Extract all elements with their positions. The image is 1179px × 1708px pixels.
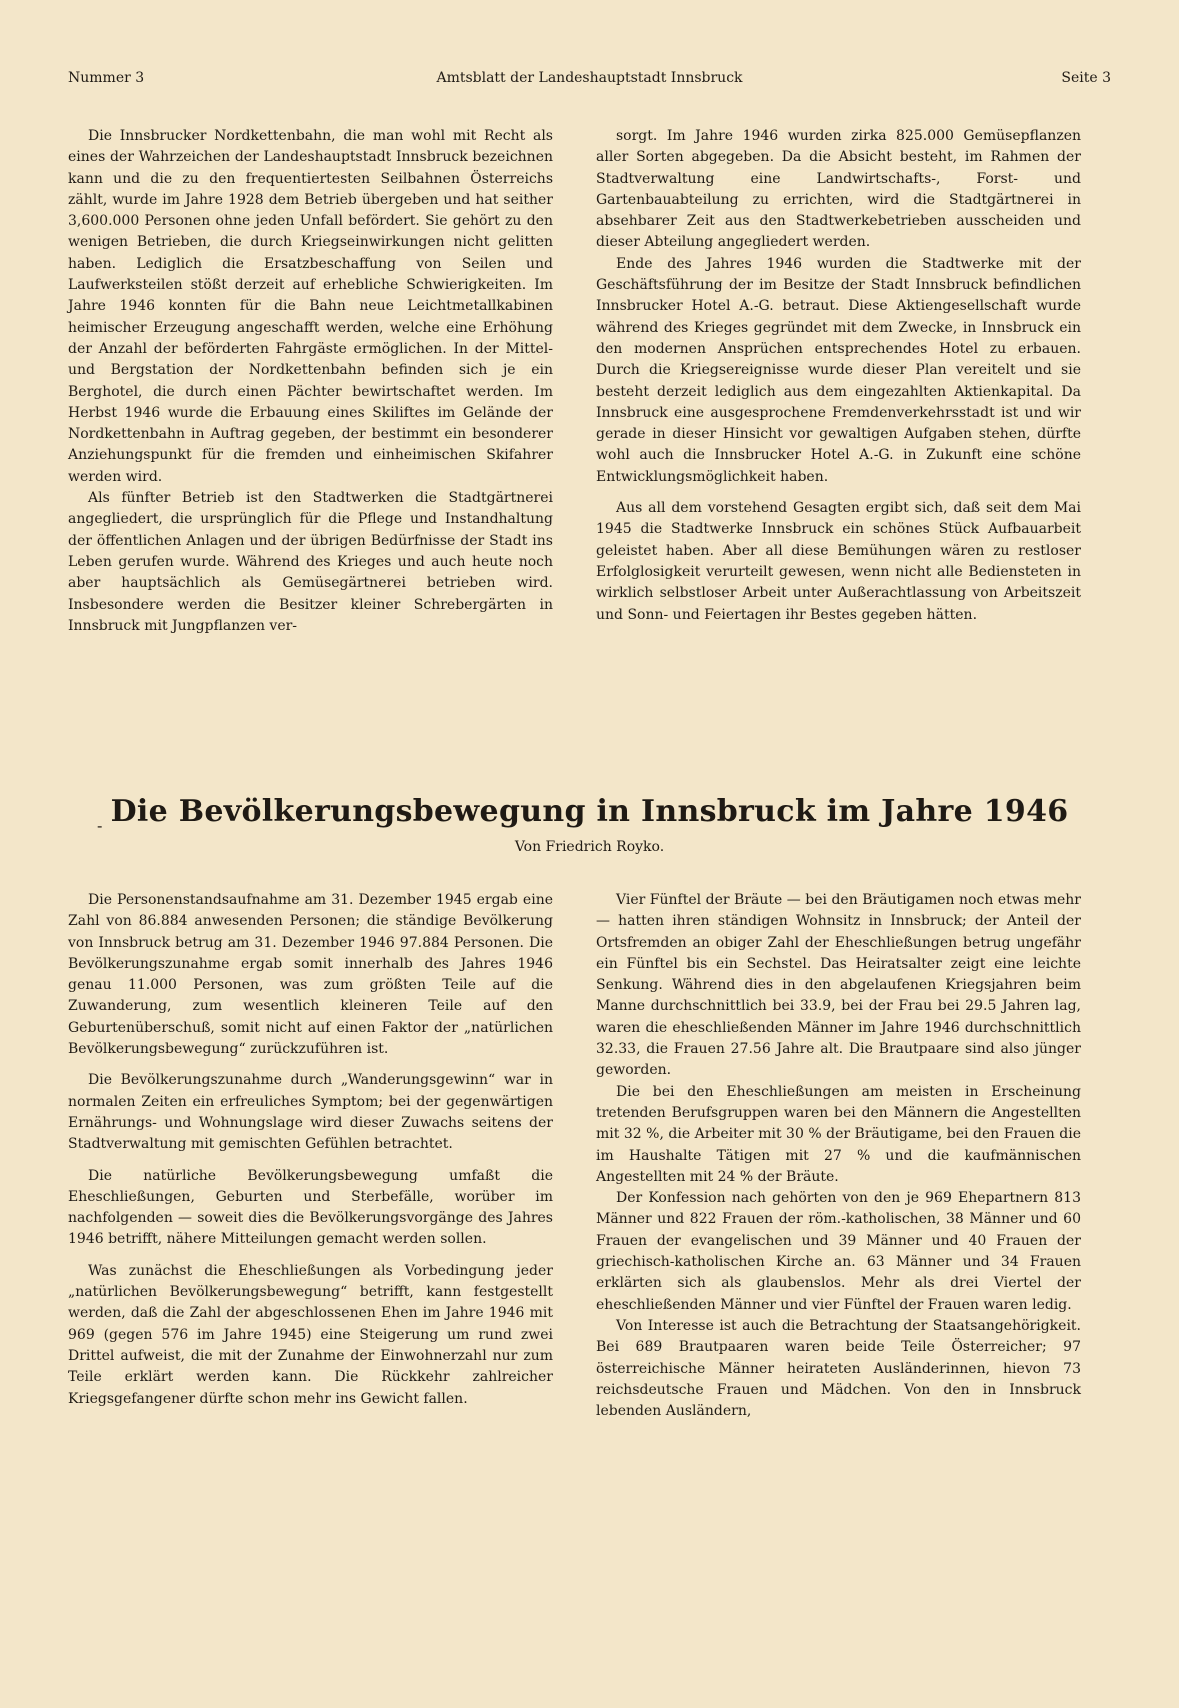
article-byline: Von Friedrich Royko. <box>514 839 665 855</box>
paragraph-berufsgruppen: Die bei den Eheschließungen am meisten in Erscheinung tretenden Berufsgruppen waren bei den Männern die Angestellten mit 32 %, die Arbeiter mit 30 % der Bräutigame, bei den Frauen die im Haushalte Tätigen mit 27 % und die kaufmännischen Angestellten mit 24 % der Bräute. <box>596 1083 1081 1185</box>
top-right-column <box>596 126 1081 626</box>
paragraph-natuerliche-bewegung: Die natürliche Bevölkerungsbewegung umfaßt die Eheschließungen, Geburten und Sterbefälle, worüber im nachfolgenden — soweit dies die Bevölkerungsvorgänge des Jahres 1946 betrifft, nähere Mitteilungen gemacht werden sollen. <box>68 1167 553 1248</box>
page-header <box>68 70 1111 94</box>
title-dash: - <box>97 816 103 835</box>
issue-number: Nummer 3 <box>68 70 145 86</box>
article-title: Die Bevölkerungsbewegung in Innsbruck im Jahre 1946 <box>110 794 1069 829</box>
paragraph-nordkettenbahn: Die Innsbrucker Nordkettenbahn, die man wohl mit Recht als eines der Wahrzeichen der Landeshauptstadt Innsbruck bezeichnen kann und die zu den frequentiertesten Seilbahnen Österreichs zählt, wurde im Jahre 1928 dem Betrieb übergeben und hat seither 3,600.000 Personen ohne jeden Unfall befördert. Sie gehört zu den wenigen Betrieben, die durch Kriegseinwirkungen nicht gelitten haben. Lediglich die Ersatzbeschaffung von Seilen und Laufwerksteilen stößt derzeit auf erhebliche Schwierigkeiten. Im Jahre 1946 konnten für die Bahn neue Leichtmetallkabinen heimischer Erzeugung angeschafft werden, welche eine Erhöhung der Anzahl der beförderten Fahrgäste ermöglichen. In der Mittel- und Bergstation der Nordkettenbahn befinden sich je ein Berghotel, die durch einen Pächter bewirtschaftet werden. Im Herbst 1946 wurde die Erbauung eines Skiliftes im Gelände der Nordkettenbahn in Auftrag gegeben, der bestimmt ein besonderer Anziehungspunkt für die fremden und einheimischen Skifahrer werden wird. <box>68 128 553 485</box>
paragraph-stadtgaertnerei: Als fünfter Betrieb ist den Stadtwerken die Stadtgärtnerei angegliedert, die ursprünglich für die Pflege und Instandhaltung der öffentlichen Anlagen und der übrigen Bedürfnisse der Stadt ins Leben gerufen wurde. Während des Krieges und auch heute noch aber hauptsächlich als Gemüsegärtnerei betrieben wird. Insbesondere werden die Besitzer kleiner Schrebergärten in Innsbruck mit Jungpflanzen ver- <box>68 490 553 634</box>
paragraph-staatsangehoerigkeit: Von Interesse ist auch die Betrachtung der Staatsangehörigkeit. Bei 689 Brautpaaren waren beide Teile Österreicher; 97 österreichische Männer heirateten Ausländerinnen, hievon 73 reichsdeutsche Frauen und Mädchen. Von den in Innsbruck lebenden Ausländern, <box>596 1317 1081 1420</box>
paragraph-conclusion: Aus all dem vorstehend Gesagten ergibt sich, daß seit dem Mai 1945 die Stadtwerke Innsbruck ein schönes Stück Aufbauarbeit geleistet haben. Aber all diese Bemühungen wären zu restloser Erfolglosigkeit verurteilt gewesen, wenn nicht alle Bediensteten in wirklich selbstloser Arbeit unter Außerachtlassung von Arbeitszeit und Sonn- und Feiertagen ihr Bestes gegeben hätten. <box>596 500 1081 623</box>
paragraph-hotel-ag: Ende des Jahres 1946 wurden die Stadtwerke mit der Geschäftsführung der im Besitze der Stadt Innsbruck befindlichen Innsbrucker Hotel A.-G. betraut. Diese Aktiengesellschaft wurde während des Krieges gegründet mit dem Zwecke, in Innsbruck ein den modernen Ansprüchen entsprechendes Hotel zu erbauen. Durch die Kriegsereignisse wurde dieser Plan vereitelt und sie besteht derzeit lediglich aus dem eingezahlten Aktienkapital. Da Innsbruck eine ausgesprochene Fremdenverkehrsstadt ist und wir gerade in dieser Hinsicht vor gewaltigen Aufgaben stehen, dürfte wohl auch die Innsbrucker Hotel A.-G. in Zukunft eine schöne Entwicklungsmöglichkeit haben. <box>596 255 1081 485</box>
bottom-right-column <box>596 890 1081 1422</box>
paragraph-wanderungsgewinn: Die Bevölkerungszunahme durch „Wanderungsgewinn“ war in normalen Zeiten ein erfreuliches Symptom; bei der gegenwärtigen Ernährungs- und Wohnungslage wird dieser Zuwachs seitens der Stadtverwaltung mit gemischten Gefühlen betrachtet. <box>68 1072 553 1153</box>
paragraph-gemuesepflanzen: sorgt. Im Jahre 1946 wurden zirka 825.000 Gemüsepflanzen aller Sorten abgegeben. Da die Absicht besteht, im Rahmen der Stadtverwaltung eine Landwirtschafts-, Forst- und Gartenbauabteilung zu errichten, wird die Stadtgärtnerei in absehbarer Zeit aus den Stadtwerkebetrieben ausscheiden und dieser Abteilung angegliedert werden. <box>596 128 1081 251</box>
paragraph-personenstand: Die Personenstandsaufnahme am 31. Dezember 1945 ergab eine Zahl von 86.884 anwesenden Personen; die ständige Bevölkerung von Innsbruck betrug am 31. Dezember 1946 97.884 Personen. Die Bevölkerungszunahme ergab somit innerhalb des Jahres 1946 genau 11.000 Personen, was zum größten Teile auf die Zuwanderung, zum wesentlich kleineren Teile auf den Geburtenüberschuß, somit nicht auf einen Faktor der „natürlichen Bevölkerungsbewegung“ zurückzuführen ist. <box>68 892 553 1058</box>
publication-title: Amtsblatt der Landeshauptstadt Innsbruck <box>436 70 743 86</box>
top-left-column <box>68 126 553 637</box>
paragraph-braeute: Vier Fünftel der Bräute — bei den Bräutigamen noch etwas mehr — hatten ihren ständigen Wohnsitz in Innsbruck; der Anteil der Ortsfremden an obiger Zahl der Eheschließungen betrug ungefähr ein Fünftel bis ein Sechstel. Das Heiratsalter zeigt eine leichte Senkung. Während dies in den abgelaufenen Kriegsjahren beim Manne durchschnittlich bei 33.9, bei der Frau bei 29.5 Jahren lag, waren die eheschließenden Männer im Jahre 1946 durchschnittlich 32.33, die Frauen 27.56 Jahre alt. Die Brautpaare sind also jünger geworden. <box>596 892 1081 1079</box>
bottom-left-column <box>68 890 553 1410</box>
paragraph-konfession: Der Konfession nach gehörten von den je 969 Ehepartnern 813 Männer und 822 Frauen der röm.-katholischen, 38 Männer und 60 Frauen der evangelischen und 39 Männer und 40 Frauen der griechisch-katholischen Kirche an. 63 Männer und 34 Frauen erklärten sich als glaubenslos. Mehr als drei Viertel der eheschließenden Männer und vier Fünftel der Frauen waren ledig. <box>596 1190 1081 1313</box>
page-number: Seite 3 <box>1061 70 1111 86</box>
paragraph-eheschliessungen: Was zunächst die Eheschließungen als Vorbedingung jeder „natürlichen Bevölkerungsbewegung“ betrifft, kann festgestellt werden, daß die Zahl der abgeschlossenen Ehen im Jahre 1946 mit 969 (gegen 576 im Jahre 1945) eine Steigerung um rund zwei Drittel aufweist, die mit der Zunahme der Einwohnerzahl nur zum Teile erklärt werden kann. Die Rückkehr zahlreicher Kriegsgefangener dürfte schon mehr ins Gewicht fallen. <box>68 1262 553 1407</box>
article-heading <box>60 794 1119 855</box>
